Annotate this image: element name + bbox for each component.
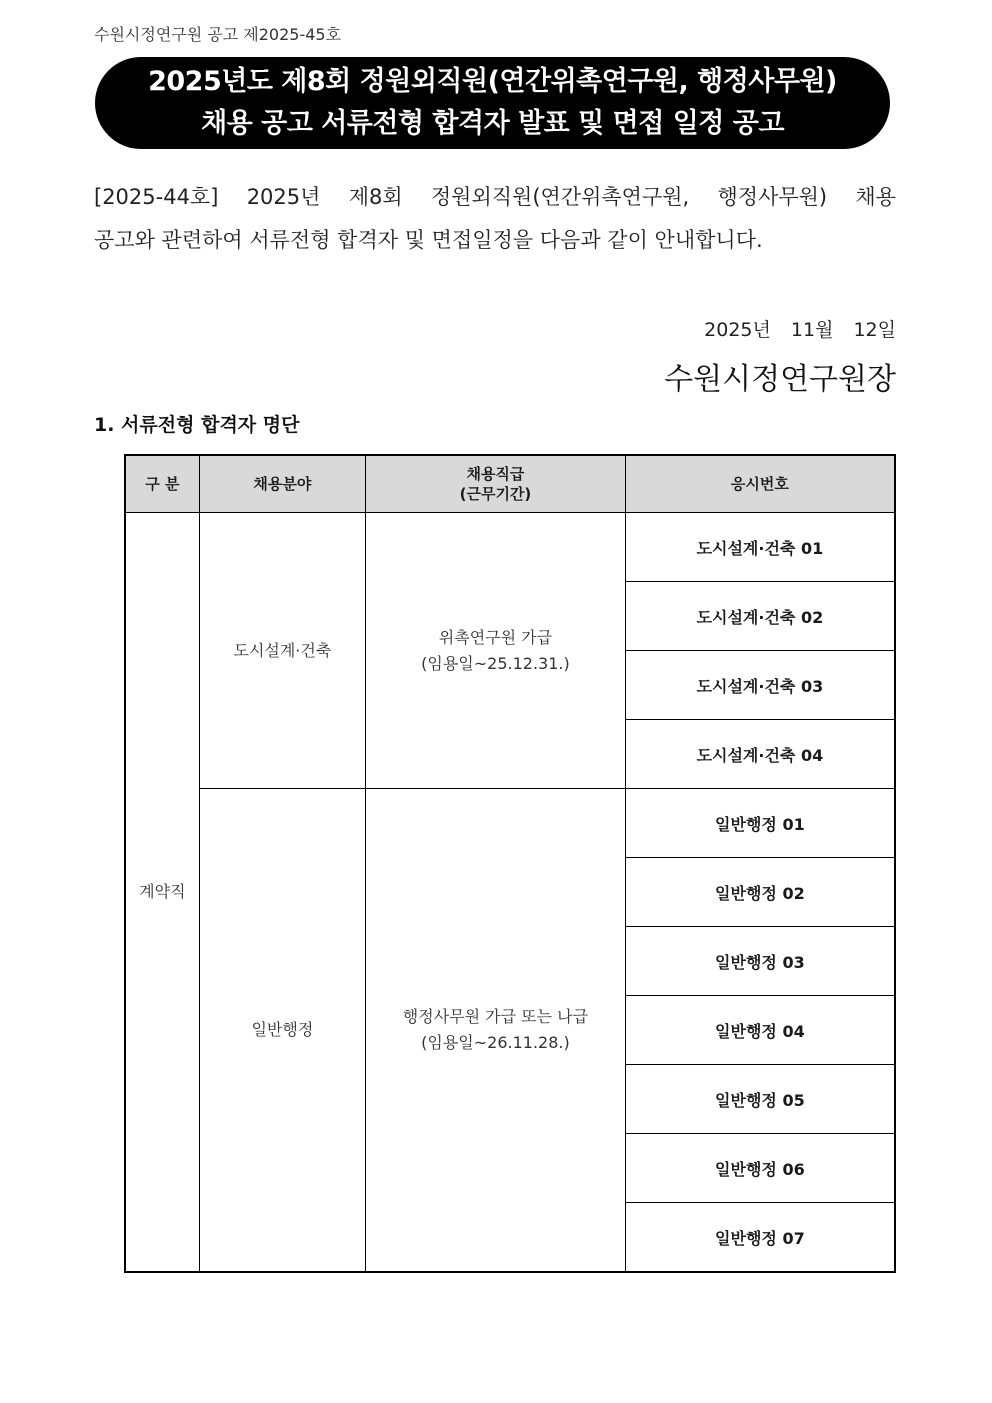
intro-word: [2025-44호]: [94, 185, 219, 209]
applicant-number-cell: 도시설계·건축 01: [625, 513, 895, 582]
header-grade-label: 채용직급: [466, 465, 525, 483]
grade-name: 행정사무원 가급 또는 나급: [402, 1007, 589, 1026]
applicant-number-cell: 도시설계·건축 04: [625, 720, 895, 789]
work-period: (임용일~26.11.28.): [421, 1033, 570, 1052]
section-heading: 1. 서류전형 합격자 명단: [94, 414, 300, 436]
announcement-date: 2025년 11월 12일: [704, 319, 896, 341]
title-line-1: 2025년도 제8회 정원외직원(연간위촉연구원, 행정사무원): [148, 66, 837, 97]
signer-title: 수원시정연구원장: [664, 362, 896, 397]
table-row: [125, 789, 895, 858]
header-grade: [366, 455, 626, 513]
header-applicant-number: 응시번호: [625, 455, 895, 513]
intro-line-1: [94, 176, 896, 219]
work-period: (임용일~25.12.31.): [421, 653, 570, 673]
header-period-label: (근무기간): [459, 485, 532, 503]
intro-word: 채용: [855, 185, 896, 209]
applicant-number-cell: 일반행정 02: [625, 858, 895, 927]
intro-word: 정원외직원(연간위촉연구원,: [430, 185, 690, 209]
applicant-number-cell: 일반행정 05: [625, 1065, 895, 1134]
applicant-number-cell: 일반행정 06: [625, 1134, 895, 1203]
category-cell: 계약직: [125, 513, 199, 1273]
header-category: 구 분: [125, 455, 199, 513]
field-cell: 도시설계·건축: [199, 513, 365, 789]
intro-line-2: 공고와 관련하여 서류전형 합격자 및 면접일정을 다음과 같이 안내합니다.: [94, 228, 763, 252]
applicant-number-cell: 도시설계·건축 03: [625, 651, 895, 720]
grade-cell: [366, 513, 626, 789]
field-cell: 일반행정: [199, 789, 365, 1273]
intro-paragraph: [94, 176, 896, 262]
grade-name: 위촉연구원 가급: [438, 627, 553, 647]
applicant-number-cell: 도시설계·건축 02: [625, 582, 895, 651]
table-row: [125, 513, 895, 582]
applicant-number-cell: 일반행정 03: [625, 927, 895, 996]
applicant-number-cell: 일반행정 04: [625, 996, 895, 1065]
intro-word: 제8회: [348, 185, 403, 209]
intro-word: 2025년: [246, 185, 321, 209]
title-banner: [95, 57, 890, 149]
applicant-number-cell: 일반행정 07: [625, 1203, 895, 1273]
header-field: 채용분야: [199, 455, 365, 513]
title-line-2: 채용 공고 서류전형 합격자 발표 및 면접 일정 공고: [201, 108, 784, 139]
passed-applicants-table: [124, 454, 896, 1273]
grade-cell: [366, 789, 626, 1273]
intro-word: 행정사무원): [717, 185, 828, 209]
applicant-number-cell: 일반행정 01: [625, 789, 895, 858]
announcement-number: 수원시정연구원 공고 제2025-45호: [94, 25, 342, 44]
table-header-row: [125, 455, 895, 513]
